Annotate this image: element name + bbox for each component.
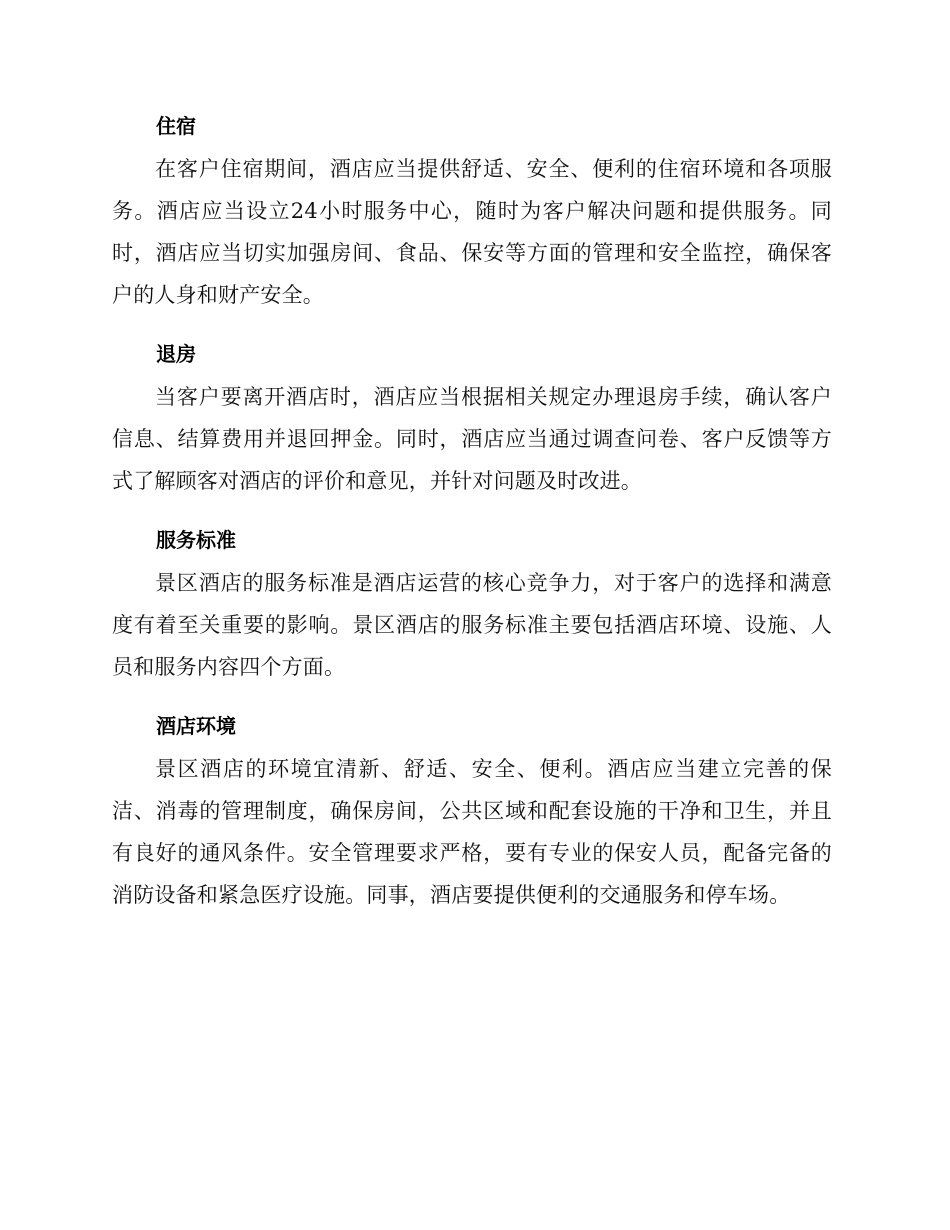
document-body bbox=[112, 104, 832, 932]
section-heading-hotel-environment: 酒店环境 bbox=[156, 714, 236, 738]
section-heading-accommodation: 住宿 bbox=[156, 114, 196, 138]
section-heading-service-standards: 服务标准 bbox=[156, 528, 236, 552]
section-paragraph-hotel-environment: 景区酒店的环境宜清新、舒适、安全、便利。酒店应当建立完善的保洁、消毒的管理制度，确保房间，公共区域和配套设施的干净和卫生，并且有良好的通风条件。安全管理要求严格，要有专业的保安人员，配备完备的消防设备和紧急医疗设施。同事，酒店要提供便利的交通服务和停车场。 bbox=[112, 757, 832, 907]
section-heading-checkout: 退房 bbox=[156, 342, 196, 366]
section-paragraph-accommodation: 在客户住宿期间，酒店应当提供舒适、安全、便利的住宿环境和各项服务。酒店应当设立24小时服务中心，随时为客户解决问题和提供服务。同时，酒店应当切实加强房间、食品、保安等方面的管理和安全监控，确保客户的人身和财产安全。 bbox=[112, 157, 832, 307]
section-paragraph-checkout: 当客户要离开酒店时，酒店应当根据相关规定办理退房手续，确认客户信息、结算费用并退回押金。同时，酒店应当通过调查问卷、客户反馈等方式了解顾客对酒店的评价和意见，并针对问题及时改进。 bbox=[112, 385, 832, 493]
section-paragraph-service-standards: 景区酒店的服务标准是酒店运营的核心竞争力，对于客户的选择和满意度有着至关重要的影响。景区酒店的服务标准主要包括酒店环境、设施、人员和服务内容四个方面。 bbox=[112, 571, 832, 679]
